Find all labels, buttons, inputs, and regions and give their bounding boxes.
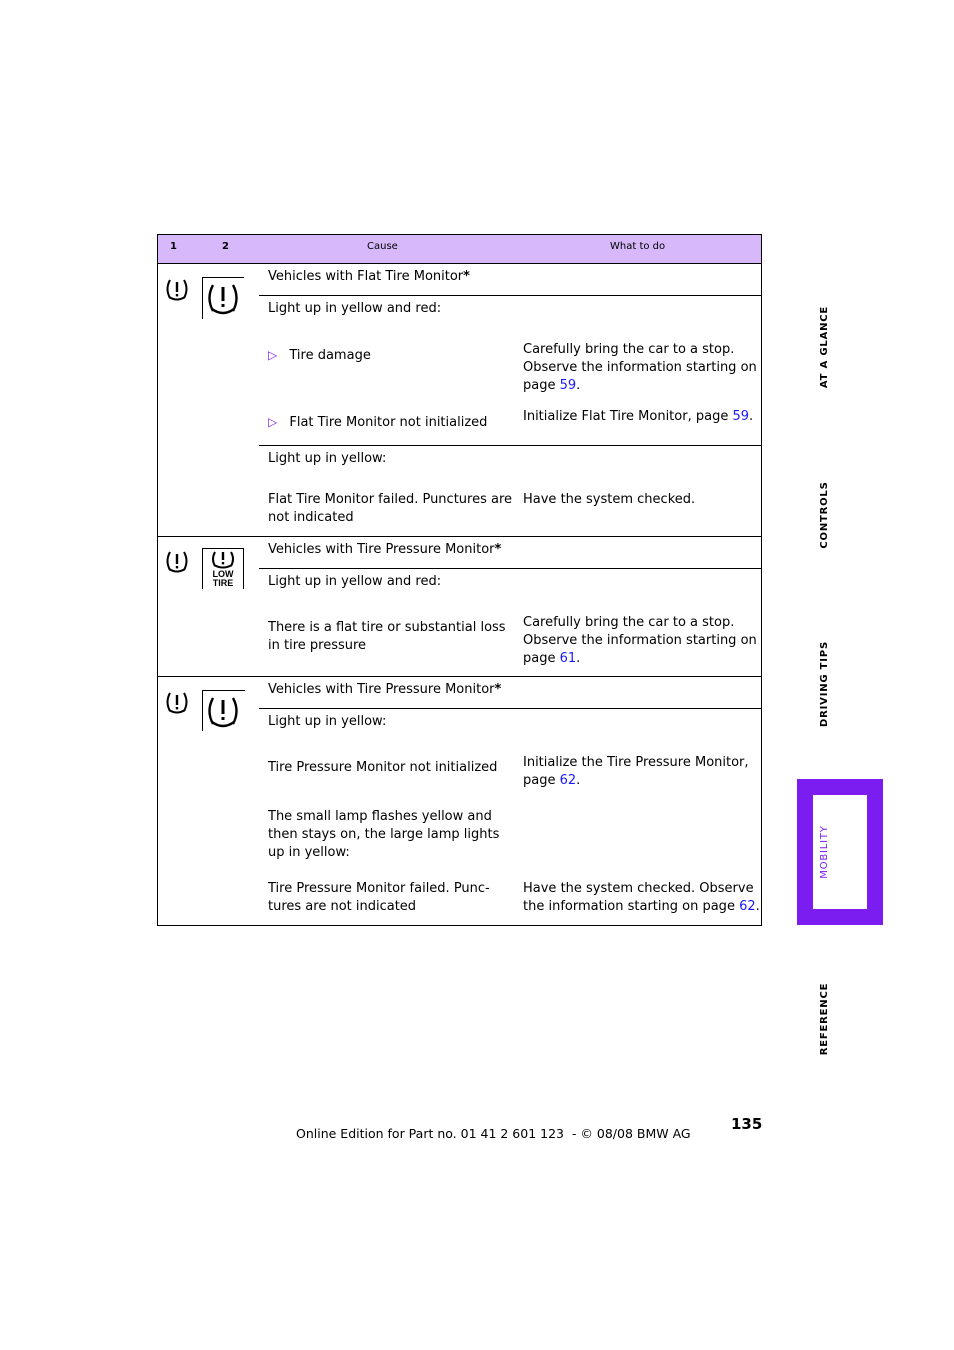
cause-text: Flat Tire Monitor failed. Punctures are not indicated: [268, 492, 513, 525]
page-link[interactable]: 61: [559, 651, 577, 666]
section-tpm-title: Vehicles with Tire Pressure Monitor*: [268, 542, 502, 557]
page-link[interactable]: 59: [732, 409, 749, 424]
footer-edition: Online Edition for Part no. 01 41 2 601 123 - © 08/08 BMW AG: [296, 1126, 691, 1141]
table-header-row: [157, 234, 761, 263]
sidebar-item-driving-tips[interactable]: DRIVING TIPS: [819, 641, 830, 727]
tire-warning-large-icon: [202, 277, 244, 319]
sidebar-item-reference[interactable]: REFERENCE: [819, 982, 830, 1056]
page-link[interactable]: 62: [739, 899, 756, 914]
list-item: ▷ Tire damage: [268, 348, 371, 363]
action-text: Initialize Flat Tire Monitor, page 59.: [523, 409, 754, 424]
header-col-2: 2: [222, 241, 229, 252]
sub-heading: Light up in yellow and red:: [268, 301, 442, 316]
sub-heading: Light up in yellow:: [268, 451, 387, 466]
section-tpm-title: Vehicles with Tire Pressure Monitor*: [268, 682, 502, 697]
tire-warning-large-icon: [202, 690, 245, 731]
action-text: Have the system checked. Observe the information starting on page 62.: [523, 881, 760, 914]
page-link[interactable]: 59: [559, 378, 577, 393]
bullet-triangle-icon: ▷: [268, 348, 278, 362]
note-text: The small lamp flashes yellow and then stays on, the large lamp lights up in yellow:: [268, 809, 500, 860]
action-text: Carefully bring the car to a stop. Observe the information starting on page 61.: [523, 615, 757, 666]
cause-text: There is a flat tire or substantial loss in tire pressure: [268, 620, 506, 653]
tire-warning-small-icon: [164, 690, 190, 716]
page-number: 135: [731, 1115, 763, 1133]
tire-warning-small-icon: [164, 277, 190, 303]
action-text: Have the system checked.: [523, 492, 696, 507]
header-col-1: 1: [170, 241, 177, 252]
page-link[interactable]: 62: [559, 773, 577, 788]
sidebar-item-controls[interactable]: CONTROLS: [819, 481, 830, 549]
bullet-triangle-icon: ▷: [268, 415, 278, 429]
sub-heading: Light up in yellow:: [268, 714, 387, 729]
action-text: Initialize the Tire Pressure Monitor, page 62.: [523, 755, 749, 788]
sub-heading: Light up in yellow and red:: [268, 574, 442, 589]
list-item: ▷ Flat Tire Monitor not initialized: [268, 415, 488, 430]
sidebar-item-mobility[interactable]: MOBILITY: [819, 825, 830, 879]
low-tire-icon: LOW TIRE: [202, 548, 244, 589]
header-what-to-do: What to do: [610, 241, 666, 252]
action-text: Carefully bring the car to a stop. Observe the information starting on page 59.: [523, 342, 757, 393]
sidebar-item-at-a-glance[interactable]: AT A GLANCE: [819, 305, 830, 389]
header-cause: Cause: [367, 241, 398, 252]
tire-warning-small-icon: [164, 549, 190, 575]
cause-text: Tire Pressure Monitor failed. Punc- tures are not indicated: [268, 881, 490, 914]
cause-text: Tire Pressure Monitor not initialized: [268, 760, 498, 775]
section-flat-tire-title: Vehicles with Flat Tire Monitor*: [268, 269, 470, 284]
